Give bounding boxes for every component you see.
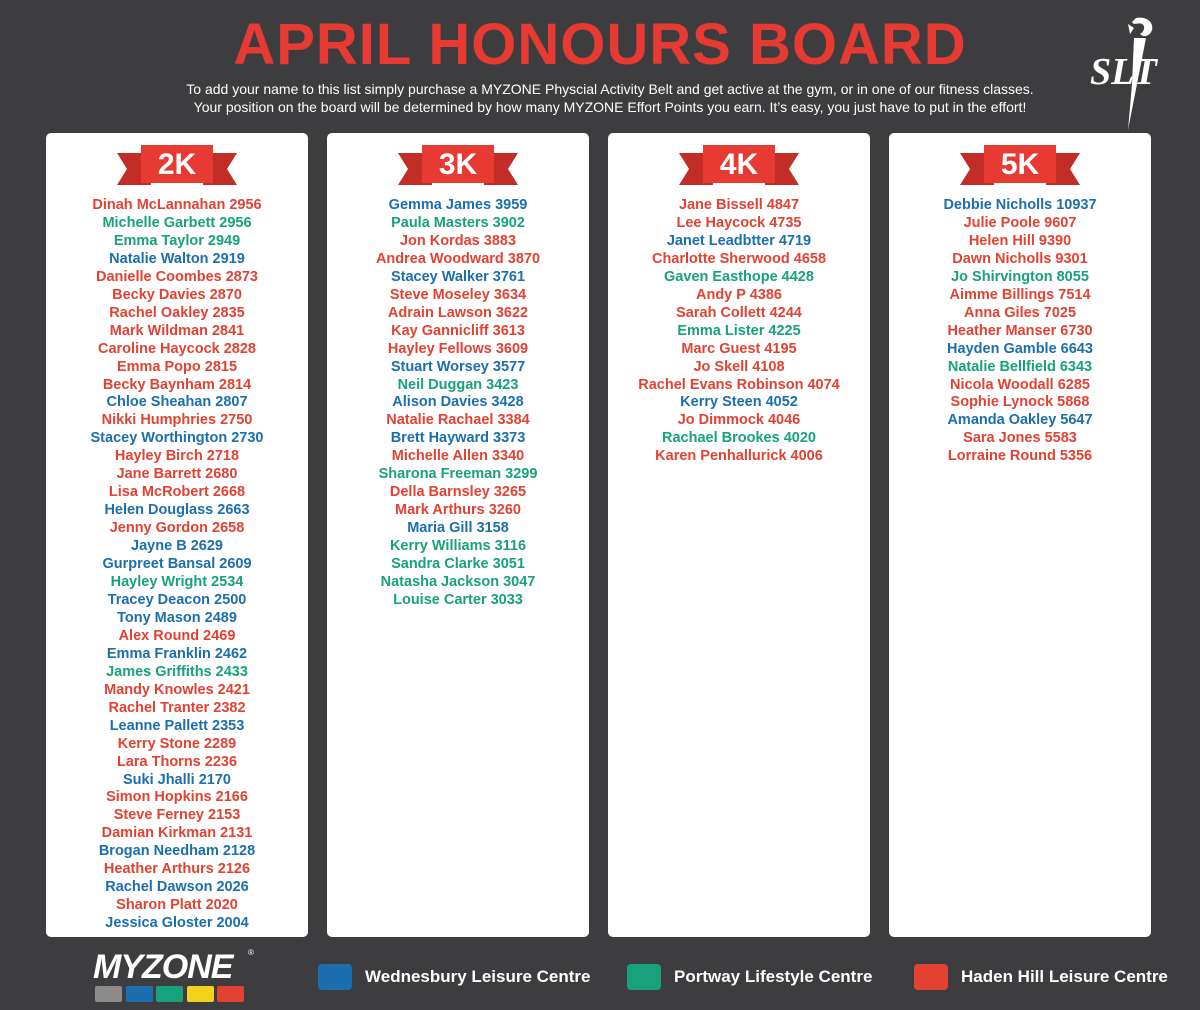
board-entry: Steve Moseley 3634: [389, 286, 527, 303]
board-entry: Jane Barrett 2680: [116, 466, 238, 483]
board-entry: Natalie Rachael 3384: [386, 412, 530, 429]
entry-list: [889, 197, 1151, 466]
board-entry: Lee Haycock 4735: [676, 214, 802, 231]
board-entry: Charlotte Sherwood 4658: [651, 250, 827, 267]
board-entry: Emma Lister 4225: [677, 322, 801, 339]
board-entry: Lara Thorns 2236: [116, 753, 238, 770]
board-entry: Nikki Humphries 2750: [101, 412, 253, 429]
board-entry: Alex Round 2469: [118, 627, 236, 644]
board-entry: Hayley Wright 2534: [110, 574, 244, 591]
board-entry: Andrea Woodward 3870: [375, 250, 541, 267]
column-heading: 3K: [438, 148, 478, 181]
board-entry: Neil Duggan 3423: [397, 376, 519, 393]
board-entry: Sharona Freeman 3299: [378, 466, 538, 483]
logo-lettering: SLT: [1090, 51, 1157, 93]
board-entry: Sandra Clarke 3051: [391, 556, 525, 573]
intro-line-2: Your position on the board will be determined by how many MYZONE Effort Points you earn. It’s easy, you just have to put in the effort!: [193, 99, 1027, 115]
board-entry: Dawn Nicholls 9301: [952, 250, 1088, 267]
brand-swatch: [156, 986, 183, 1002]
board-entry: Hayley Birch 2718: [114, 448, 240, 465]
page-title: APRIL HONOURS BOARD: [233, 12, 967, 77]
board-entry: Debbie Nicholls 10937: [943, 197, 1097, 213]
board-entry: Becky Davies 2870: [112, 286, 242, 303]
legend-swatch: [914, 964, 948, 990]
board-entry: Natasha Jackson 3047: [380, 574, 536, 591]
board-entry: Sophie Lynock 5868: [950, 394, 1090, 411]
board-entry: Suki Jhalli 2170: [122, 771, 231, 788]
board-entry: Gurpreet Bansal 2609: [102, 556, 252, 573]
ribbon-banner: [679, 145, 799, 187]
board-entry: Tracey Deacon 2500: [107, 591, 247, 608]
column-heading: 2K: [157, 148, 197, 181]
board-entry: Brogan Needham 2128: [98, 843, 256, 860]
board-entry: Helen Douglass 2663: [104, 502, 250, 519]
board-entry: Stuart Worsey 3577: [390, 358, 526, 375]
board-entry: Emma Popo 2815: [116, 358, 238, 375]
board-entry: Sarah Collett 4244: [676, 304, 802, 321]
board-entry: Damian Kirkman 2131: [101, 825, 253, 842]
board-entry: Hayden Gamble 6643: [947, 340, 1093, 357]
board-entry: Danielle Coombes 2873: [96, 268, 258, 285]
legend-label: Haden Hill Leisure Centre: [961, 967, 1168, 986]
board-entry: Jayne B 2629: [131, 538, 223, 555]
intro-text: [120, 80, 1100, 116]
slt-logo: [1088, 14, 1170, 130]
board-entry: Mark Wildman 2841: [109, 322, 245, 339]
board-entry: Natalie Walton 2919: [109, 250, 245, 267]
board-entry: Rachel Evans Robinson 4074: [638, 376, 840, 393]
board-entry: Gemma James 3959: [388, 197, 528, 213]
intro-line-1: To add your name to this list simply purchase a MYZONE Physcial Activity Belt and get active at the gym, or in one of our fitness classes.: [186, 81, 1034, 97]
board-entry: Amanda Oakley 5647: [947, 412, 1093, 429]
legend-swatch: [318, 964, 352, 990]
entry-list: [327, 197, 589, 610]
board-entry: Lisa McRobert 2668: [108, 484, 246, 501]
board-entry: Sara Jones 5583: [963, 430, 1077, 447]
board-entry: Heather Arthurs 2126: [103, 861, 251, 878]
legend-label: Portway Lifestyle Centre: [674, 967, 873, 986]
board-entry: Rachael Brookes 4020: [662, 430, 816, 447]
board-entry: Sharon Platt 2020: [116, 897, 238, 914]
column-3k: [327, 133, 589, 937]
registered-mark: ®: [248, 948, 254, 957]
board-entry: Brett Hayward 3373: [390, 430, 526, 447]
board-entry: Kerry Stone 2289: [117, 735, 237, 752]
board-entry: Mandy Knowles 2421: [104, 681, 250, 698]
board-entry: Gaven Easthope 4428: [664, 268, 814, 285]
brand-swatch: [95, 986, 122, 1002]
board-entry: Leanne Pallett 2353: [109, 717, 245, 734]
column-heading: 5K: [1000, 148, 1040, 181]
myzone-logo: [93, 950, 253, 1006]
column-heading: 4K: [719, 148, 759, 181]
board-entry: Nicola Woodall 6285: [950, 376, 1090, 393]
column-5k: [889, 133, 1151, 937]
column-2k: [46, 133, 308, 937]
board-entry: Paula Masters 3902: [391, 214, 525, 231]
board-entry: Anna Giles 7025: [963, 304, 1077, 321]
board-entry: Marc Guest 4195: [681, 340, 797, 357]
board-entry: Louise Carter 3033: [393, 591, 523, 608]
board-entry: Helen Hill 9390: [968, 232, 1072, 249]
legend-label: Wednesbury Leisure Centre: [365, 967, 591, 986]
board-entry: Emma Franklin 2462: [106, 645, 248, 662]
board-entry: Dinah McLannahan 2956: [92, 197, 262, 213]
board-entry: Jenny Gordon 2658: [109, 520, 245, 537]
board-entry: Della Barnsley 3265: [389, 484, 527, 501]
board-entry: Jo Shirvington 8055: [951, 268, 1089, 285]
board-entry: Karen Penhallurick 4006: [655, 448, 823, 465]
ribbon-banner: [117, 145, 237, 187]
entry-list: [46, 197, 308, 933]
legend-swatch: [627, 964, 661, 990]
board-entry: Becky Baynham 2814: [102, 376, 252, 393]
board-entry: Steve Ferney 2153: [113, 807, 241, 824]
board-entry: Simon Hopkins 2166: [106, 789, 248, 806]
board-entry: Andy P 4386: [696, 286, 782, 303]
board-entry: Caroline Haycock 2828: [98, 340, 256, 357]
board-entry: James Griffiths 2433: [106, 663, 248, 680]
ribbon-banner: [960, 145, 1080, 187]
board-entry: Jo Dimmock 4046: [677, 412, 801, 429]
board-entry: Michelle Allen 3340: [391, 448, 525, 465]
board-entry: Rachel Tranter 2382: [108, 699, 246, 716]
brand-swatch: [126, 986, 153, 1002]
board-entry: Jo Skell 4108: [693, 358, 785, 375]
board-entry: Tony Mason 2489: [117, 609, 237, 626]
board-entry: Chloe Sheahan 2807: [106, 394, 248, 411]
brand-swatch: [217, 986, 244, 1002]
board-entry: Adrain Lawson 3622: [387, 304, 529, 321]
column-4k: [608, 133, 870, 937]
board-entry: Stacey Walker 3761: [390, 268, 526, 285]
brand-swatch: [187, 986, 214, 1002]
board-entry: Aimme Billings 7514: [949, 286, 1091, 303]
board-entry: Jon Kordas 3883: [399, 232, 517, 249]
board-entry: Heather Manser 6730: [947, 322, 1093, 339]
board-entry: Kerry Steen 4052: [680, 394, 798, 411]
board-entry: Julie Poole 9607: [963, 214, 1077, 231]
board-entry: Rachel Dawson 2026: [105, 879, 249, 896]
board-entry: Natalie Bellfield 6343: [947, 358, 1093, 375]
ribbon-banner: [398, 145, 518, 187]
board-entry: Rachel Oakley 2835: [109, 304, 245, 321]
board-entry: Hayley Fellows 3609: [387, 340, 529, 357]
board-entry: Stacey Worthington 2730: [90, 430, 264, 447]
myzone-swatches: [95, 986, 248, 1004]
board-entry: Kerry Williams 3116: [389, 538, 527, 555]
board-entry: Michelle Garbett 2956: [102, 214, 252, 231]
board-entry: Kay Gannicliff 3613: [391, 322, 525, 339]
board-entry: Mark Arthurs 3260: [395, 502, 521, 519]
myzone-wordmark: MYZONE: [93, 948, 233, 986]
board-entry: Janet Leadbtter 4719: [666, 232, 812, 249]
board-entry: Lorraine Round 5356: [947, 448, 1093, 465]
board-entry: Jessica Gloster 2004: [105, 915, 249, 932]
board-entry: Alison Davies 3428: [392, 394, 524, 411]
board-entry: Emma Taylor 2949: [113, 232, 241, 249]
entry-list: [608, 197, 870, 466]
board-entry: Maria Gill 3158: [407, 520, 509, 537]
board-entry: Jane Bissell 4847: [678, 197, 800, 213]
